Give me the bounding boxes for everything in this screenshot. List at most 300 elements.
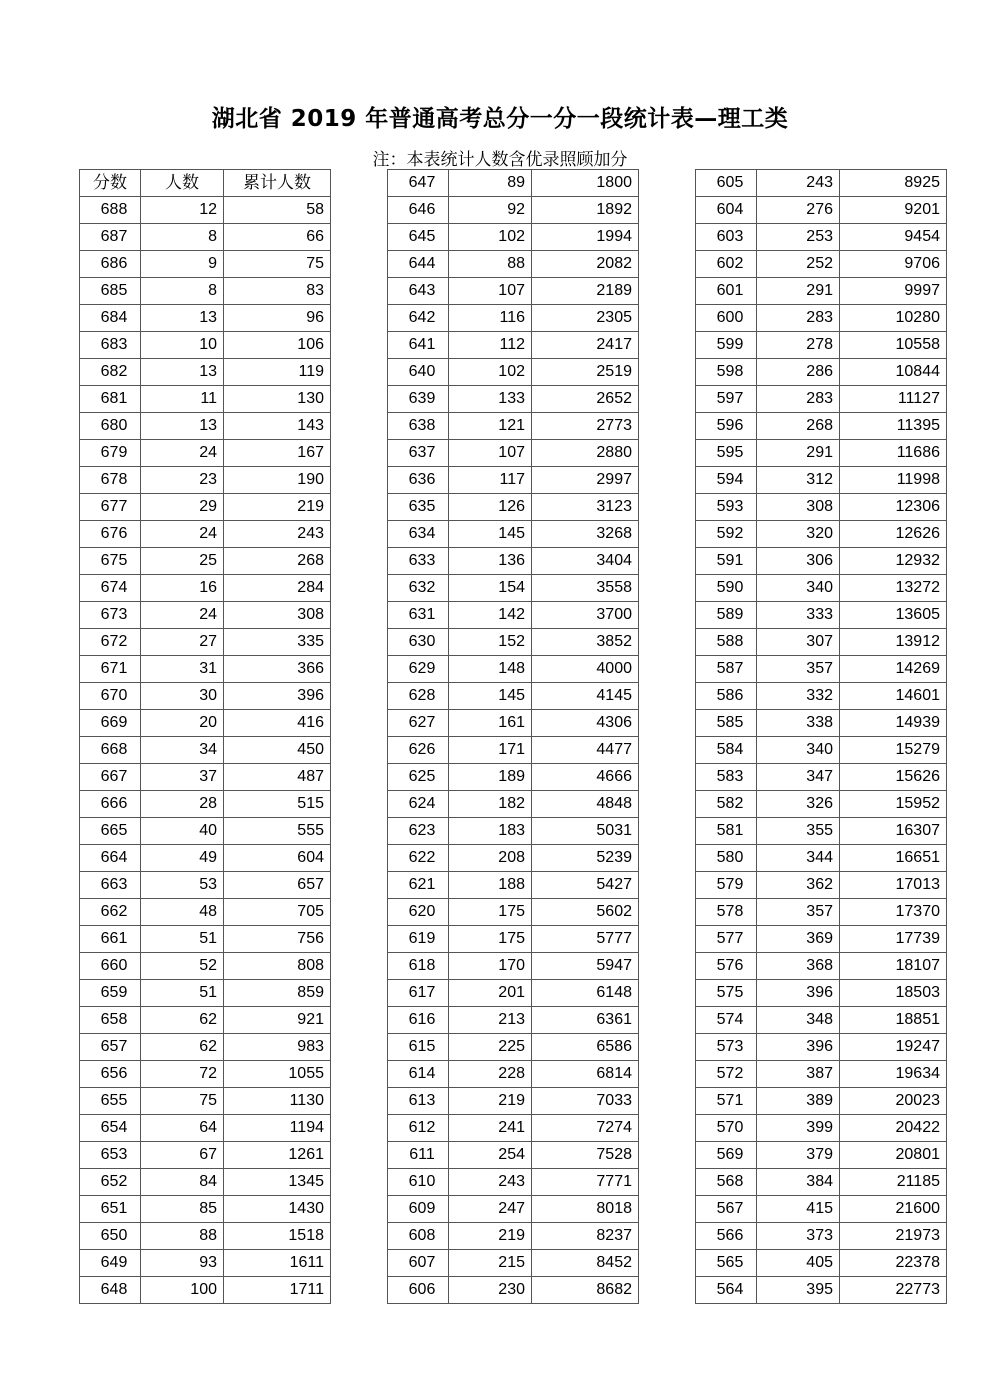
cumulative-cell: 1055 [224,1061,331,1088]
count-cell: 85 [141,1196,224,1223]
score-cell: 596 [696,413,757,440]
table-row [80,872,331,899]
score-cell: 655 [80,1088,141,1115]
table-row [80,1115,331,1142]
cumulative-cell: 11395 [840,413,947,440]
count-cell: 53 [141,872,224,899]
cumulative-cell: 8925 [840,170,947,197]
cumulative-cell: 1711 [224,1277,331,1304]
table-row [388,278,639,305]
cumulative-cell: 2305 [532,305,639,332]
score-cell: 641 [388,332,449,359]
header-score: 分数 [80,170,141,197]
table-row [80,1250,331,1277]
table-row [80,1007,331,1034]
count-cell: 24 [141,521,224,548]
table-row [80,575,331,602]
score-cell: 668 [80,737,141,764]
count-cell: 88 [449,251,532,278]
table-row [696,467,947,494]
count-cell: 8 [141,224,224,251]
count-cell: 75 [141,1088,224,1115]
cumulative-cell: 3268 [532,521,639,548]
cumulative-cell: 19247 [840,1034,947,1061]
count-cell: 215 [449,1250,532,1277]
score-cell: 663 [80,872,141,899]
count-cell: 48 [141,899,224,926]
table-row [80,332,331,359]
table-row [696,359,947,386]
table-row [696,656,947,683]
table-row [388,224,639,251]
cumulative-cell: 130 [224,386,331,413]
score-cell: 585 [696,710,757,737]
table-row [80,467,331,494]
score-cell: 621 [388,872,449,899]
count-cell: 201 [449,980,532,1007]
cumulative-cell: 921 [224,1007,331,1034]
cumulative-cell: 3404 [532,548,639,575]
score-cell: 573 [696,1034,757,1061]
score-cell: 635 [388,494,449,521]
score-cell: 574 [696,1007,757,1034]
table-row [696,305,947,332]
score-cell: 569 [696,1142,757,1169]
cumulative-cell: 1430 [224,1196,331,1223]
count-cell: 283 [757,305,840,332]
table-row [388,926,639,953]
table-row [388,1169,639,1196]
count-cell: 396 [757,1034,840,1061]
score-table-1 [79,169,331,1304]
count-cell: 8 [141,278,224,305]
table-row [696,1061,947,1088]
score-cell: 576 [696,953,757,980]
table-row [388,1034,639,1061]
cumulative-cell: 66 [224,224,331,251]
count-cell: 24 [141,440,224,467]
table-row [388,602,639,629]
score-cell: 566 [696,1223,757,1250]
cumulative-cell: 17370 [840,899,947,926]
score-cell: 650 [80,1223,141,1250]
table-row [696,251,947,278]
score-cell: 591 [696,548,757,575]
count-cell: 338 [757,710,840,737]
cumulative-cell: 5777 [532,926,639,953]
table-row [696,737,947,764]
score-cell: 581 [696,818,757,845]
table-row [696,764,947,791]
table-row [388,1223,639,1250]
table-row [696,1034,947,1061]
table-row [80,710,331,737]
table-row [388,1277,639,1304]
score-cell: 681 [80,386,141,413]
cumulative-cell: 13605 [840,602,947,629]
table-row [696,872,947,899]
cumulative-cell: 16307 [840,818,947,845]
count-cell: 100 [141,1277,224,1304]
count-cell: 219 [449,1223,532,1250]
score-cell: 613 [388,1088,449,1115]
cumulative-cell: 1130 [224,1088,331,1115]
table-row [388,1088,639,1115]
count-cell: 308 [757,494,840,521]
count-cell: 62 [141,1034,224,1061]
count-cell: 268 [757,413,840,440]
score-cell: 619 [388,926,449,953]
count-cell: 51 [141,980,224,1007]
cumulative-cell: 8237 [532,1223,639,1250]
cumulative-cell: 14601 [840,683,947,710]
count-cell: 133 [449,386,532,413]
count-cell: 116 [449,305,532,332]
score-cell: 623 [388,818,449,845]
count-cell: 11 [141,386,224,413]
score-cell: 620 [388,899,449,926]
count-cell: 92 [449,197,532,224]
cumulative-cell: 219 [224,494,331,521]
table-row [388,629,639,656]
cumulative-cell: 9997 [840,278,947,305]
table-row [696,818,947,845]
count-cell: 107 [449,440,532,467]
count-cell: 230 [449,1277,532,1304]
count-cell: 112 [449,332,532,359]
score-cell: 654 [80,1115,141,1142]
count-cell: 306 [757,548,840,575]
count-cell: 170 [449,953,532,980]
score-cell: 609 [388,1196,449,1223]
count-cell: 283 [757,386,840,413]
score-cell: 626 [388,737,449,764]
score-cell: 686 [80,251,141,278]
score-table-2 [387,169,639,1304]
table-row [388,1250,639,1277]
cumulative-cell: 5239 [532,845,639,872]
cumulative-cell: 167 [224,440,331,467]
count-cell: 88 [141,1223,224,1250]
score-cell: 629 [388,656,449,683]
score-cell: 589 [696,602,757,629]
table-row [80,845,331,872]
table-row [388,791,639,818]
cumulative-cell: 1994 [532,224,639,251]
table-row [388,548,639,575]
count-cell: 213 [449,1007,532,1034]
cumulative-cell: 6814 [532,1061,639,1088]
count-cell: 405 [757,1250,840,1277]
count-cell: 34 [141,737,224,764]
table-row [80,278,331,305]
score-cell: 673 [80,602,141,629]
table-row [696,197,947,224]
score-cell: 593 [696,494,757,521]
count-cell: 373 [757,1223,840,1250]
count-cell: 171 [449,737,532,764]
count-cell: 396 [757,980,840,1007]
score-cell: 688 [80,197,141,224]
table-row [696,602,947,629]
cumulative-cell: 6148 [532,980,639,1007]
table-row [80,1088,331,1115]
score-cell: 610 [388,1169,449,1196]
cumulative-cell: 10280 [840,305,947,332]
score-cell: 649 [80,1250,141,1277]
table-row [388,710,639,737]
cumulative-cell: 268 [224,548,331,575]
score-cell: 631 [388,602,449,629]
score-cell: 637 [388,440,449,467]
table-row [80,494,331,521]
score-cell: 605 [696,170,757,197]
cumulative-cell: 22378 [840,1250,947,1277]
table-row [696,413,947,440]
table-row [696,629,947,656]
table-row [388,359,639,386]
count-cell: 29 [141,494,224,521]
table-row [388,1142,639,1169]
table-row [80,791,331,818]
score-cell: 675 [80,548,141,575]
table-row [80,818,331,845]
cumulative-cell: 3852 [532,629,639,656]
count-cell: 347 [757,764,840,791]
count-cell: 415 [757,1196,840,1223]
count-cell: 102 [449,359,532,386]
table-row [388,656,639,683]
score-cell: 579 [696,872,757,899]
score-cell: 617 [388,980,449,1007]
cumulative-cell: 2189 [532,278,639,305]
score-cell: 571 [696,1088,757,1115]
cumulative-cell: 7033 [532,1088,639,1115]
score-cell: 602 [696,251,757,278]
count-cell: 154 [449,575,532,602]
cumulative-cell: 58 [224,197,331,224]
table-row [80,953,331,980]
score-cell: 659 [80,980,141,1007]
count-cell: 93 [141,1250,224,1277]
table-row [80,602,331,629]
cumulative-cell: 416 [224,710,331,737]
table-row [388,737,639,764]
score-cell: 653 [80,1142,141,1169]
score-cell: 597 [696,386,757,413]
cumulative-cell: 7771 [532,1169,639,1196]
count-cell: 52 [141,953,224,980]
count-cell: 64 [141,1115,224,1142]
cumulative-cell: 1261 [224,1142,331,1169]
count-cell: 208 [449,845,532,872]
cumulative-cell: 6586 [532,1034,639,1061]
cumulative-cell: 21185 [840,1169,947,1196]
count-cell: 188 [449,872,532,899]
table-row [696,980,947,1007]
cumulative-cell: 2997 [532,467,639,494]
table-row [80,413,331,440]
count-cell: 89 [449,170,532,197]
count-cell: 13 [141,359,224,386]
count-cell: 276 [757,197,840,224]
score-cell: 643 [388,278,449,305]
score-cell: 674 [80,575,141,602]
score-cell: 682 [80,359,141,386]
score-cell: 599 [696,332,757,359]
score-cell: 628 [388,683,449,710]
table-row [80,1196,331,1223]
score-cell: 594 [696,467,757,494]
score-cell: 677 [80,494,141,521]
count-cell: 9 [141,251,224,278]
cumulative-cell: 9201 [840,197,947,224]
table-row [388,683,639,710]
cumulative-cell: 4145 [532,683,639,710]
cumulative-cell: 3700 [532,602,639,629]
table-row [388,1061,639,1088]
cumulative-cell: 4000 [532,656,639,683]
count-cell: 183 [449,818,532,845]
table-row [80,764,331,791]
cumulative-cell: 515 [224,791,331,818]
cumulative-cell: 1518 [224,1223,331,1250]
cumulative-cell: 119 [224,359,331,386]
score-cell: 664 [80,845,141,872]
table-row [388,386,639,413]
score-cell: 572 [696,1061,757,1088]
cumulative-cell: 555 [224,818,331,845]
count-cell: 20 [141,710,224,737]
cumulative-cell: 859 [224,980,331,1007]
score-cell: 658 [80,1007,141,1034]
count-cell: 67 [141,1142,224,1169]
cumulative-cell: 8682 [532,1277,639,1304]
cumulative-cell: 487 [224,764,331,791]
count-cell: 107 [449,278,532,305]
table-row [80,1223,331,1250]
table-row [80,1169,331,1196]
score-cell: 578 [696,899,757,926]
table-row [696,521,947,548]
table-row [80,386,331,413]
table-row [388,575,639,602]
cumulative-cell: 83 [224,278,331,305]
cumulative-cell: 705 [224,899,331,926]
table-row [696,440,947,467]
count-cell: 384 [757,1169,840,1196]
count-cell: 84 [141,1169,224,1196]
cumulative-cell: 808 [224,953,331,980]
table-note: 注：本表统计人数含优录照顾加分 [372,150,628,170]
count-cell: 62 [141,1007,224,1034]
count-cell: 254 [449,1142,532,1169]
score-cell: 657 [80,1034,141,1061]
score-table-3 [695,169,947,1304]
count-cell: 286 [757,359,840,386]
cumulative-cell: 21600 [840,1196,947,1223]
cumulative-cell: 143 [224,413,331,440]
cumulative-cell: 396 [224,683,331,710]
score-cell: 644 [388,251,449,278]
cumulative-cell: 4306 [532,710,639,737]
score-cell: 640 [388,359,449,386]
score-cell: 633 [388,548,449,575]
score-cell: 667 [80,764,141,791]
table-row [696,1196,947,1223]
score-cell: 646 [388,197,449,224]
score-cell: 666 [80,791,141,818]
count-cell: 37 [141,764,224,791]
score-cell: 586 [696,683,757,710]
table-row [80,1034,331,1061]
score-cell: 636 [388,467,449,494]
count-cell: 102 [449,224,532,251]
score-cell: 601 [696,278,757,305]
cumulative-cell: 18503 [840,980,947,1007]
table-row [80,737,331,764]
cumulative-cell: 13912 [840,629,947,656]
count-cell: 175 [449,926,532,953]
score-cell: 642 [388,305,449,332]
cumulative-cell: 11686 [840,440,947,467]
count-cell: 182 [449,791,532,818]
count-cell: 30 [141,683,224,710]
table-row [80,683,331,710]
cumulative-cell: 17739 [840,926,947,953]
table-row [80,251,331,278]
score-cell: 577 [696,926,757,953]
score-cell: 671 [80,656,141,683]
count-cell: 126 [449,494,532,521]
cumulative-cell: 604 [224,845,331,872]
score-cell: 679 [80,440,141,467]
cumulative-cell: 657 [224,872,331,899]
table-row [388,1196,639,1223]
cumulative-cell: 5602 [532,899,639,926]
score-cell: 676 [80,521,141,548]
table-row [388,332,639,359]
score-cell: 588 [696,629,757,656]
cumulative-cell: 21973 [840,1223,947,1250]
score-cell: 625 [388,764,449,791]
count-cell: 379 [757,1142,840,1169]
score-cell: 669 [80,710,141,737]
table-row [80,926,331,953]
score-cell: 608 [388,1223,449,1250]
cumulative-cell: 75 [224,251,331,278]
count-cell: 320 [757,521,840,548]
count-cell: 189 [449,764,532,791]
cumulative-cell: 7274 [532,1115,639,1142]
count-cell: 362 [757,872,840,899]
score-cell: 616 [388,1007,449,1034]
cumulative-cell: 5947 [532,953,639,980]
score-cell: 665 [80,818,141,845]
table-row [80,899,331,926]
table-row [388,521,639,548]
page-title: 湖北省 2019 年普通高考总分一分一段统计表—理工类 [211,106,789,132]
cumulative-cell: 5031 [532,818,639,845]
cumulative-cell: 20422 [840,1115,947,1142]
score-cell: 687 [80,224,141,251]
score-cell: 606 [388,1277,449,1304]
count-cell: 326 [757,791,840,818]
count-cell: 395 [757,1277,840,1304]
cumulative-cell: 983 [224,1034,331,1061]
count-cell: 219 [449,1088,532,1115]
count-cell: 348 [757,1007,840,1034]
